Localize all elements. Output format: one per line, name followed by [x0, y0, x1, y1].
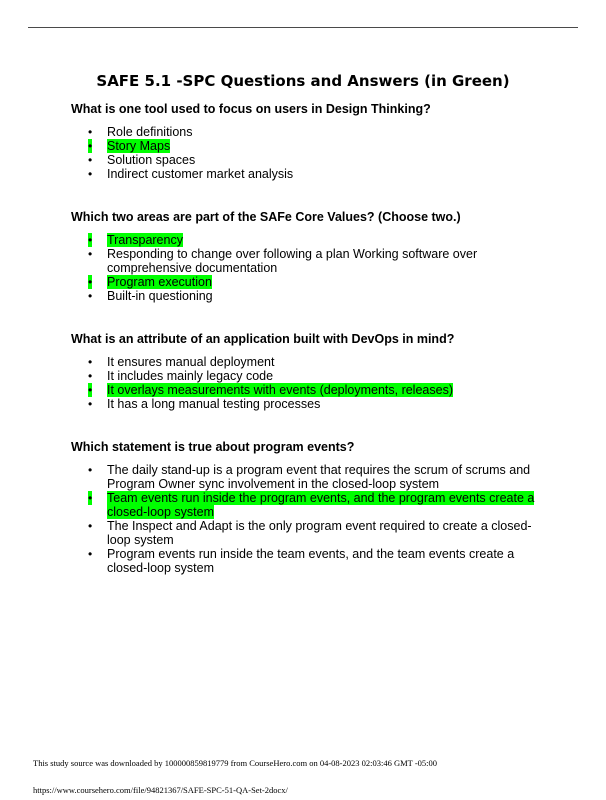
answer-text: Indirect customer market analysis: [107, 167, 294, 181]
header-rule: [28, 27, 578, 28]
answer-text: Team events run inside the program events, and the program events create a closed-loop system: [107, 491, 535, 519]
answer-option: [71, 547, 541, 575]
answer-text: Story Maps: [107, 139, 171, 153]
bullet-icon: •: [88, 125, 93, 139]
answer-option: [71, 233, 541, 247]
answer-list-2: [71, 233, 541, 303]
answer-text: It includes mainly legacy code: [107, 369, 274, 383]
answer-text: The Inspect and Adapt is the only program event required to create a closed-loop system: [107, 519, 532, 547]
answer-text: It ensures manual deployment: [107, 355, 275, 369]
answer-text: Program execution: [107, 275, 212, 289]
download-source-notice: This study source was downloaded by 100000859819779 from CourseHero.com on 04-08-2023 02:03:46 GMT -05:00: [33, 758, 438, 768]
answer-text: It overlays measurements with events (deployments, releases): [107, 383, 453, 397]
answer-text: The daily stand-up is a program event that requires the scrum of scrums and Program Owner sync involvement in the closed-loop system: [107, 463, 531, 491]
bullet-icon: •: [88, 355, 93, 369]
answer-option: [71, 491, 541, 519]
answer-option: [71, 519, 541, 547]
answer-option: [71, 153, 541, 167]
bullet-icon: •: [88, 289, 93, 303]
bullet-icon: •: [88, 139, 93, 153]
bullet-icon: •: [88, 275, 93, 289]
question-3: What is an attribute of an application built with DevOps in mind?: [71, 332, 455, 346]
question-2: Which two areas are part of the SAFe Core Values? (Choose two.): [71, 210, 461, 224]
answer-option: [71, 275, 541, 289]
bullet-icon: •: [88, 463, 93, 477]
answer-text: It has a long manual testing processes: [107, 397, 321, 411]
answer-text: Transparency: [107, 233, 183, 247]
answer-option: [71, 397, 541, 411]
bullet-icon: •: [88, 491, 93, 505]
bullet-icon: •: [88, 519, 93, 533]
answer-option: [71, 383, 541, 397]
bullet-icon: •: [88, 167, 93, 181]
answer-text: Role definitions: [107, 125, 193, 139]
bullet-icon: •: [88, 369, 93, 383]
answer-option: [71, 463, 541, 491]
answer-option: [71, 125, 541, 139]
answer-text: Program events run inside the team events, and the team events create a closed-loop system: [107, 547, 515, 575]
answer-option: [71, 247, 541, 275]
answer-option: [71, 139, 541, 153]
document-title: SAFE 5.1 -SPC Questions and Answers (in Green): [96, 72, 510, 90]
bullet-icon: •: [88, 397, 93, 411]
answer-text: Responding to change over following a plan Working software over comprehensive documentation: [107, 247, 478, 275]
answer-list-1: [71, 125, 541, 181]
bullet-icon: •: [88, 153, 93, 167]
answer-option: [71, 167, 541, 181]
source-url[interactable]: https://www.coursehero.com/file/94821367/SAFE-SPC-51-QA-Set-2docx/: [33, 785, 288, 795]
bullet-icon: •: [88, 247, 93, 261]
answer-text: Solution spaces: [107, 153, 196, 167]
answer-text: Built-in questioning: [107, 289, 213, 303]
answer-option: [71, 355, 541, 369]
bullet-icon: •: [88, 547, 93, 561]
bullet-icon: •: [88, 383, 93, 397]
question-4: Which statement is true about program events?: [71, 440, 355, 454]
question-1: What is one tool used to focus on users in Design Thinking?: [71, 102, 431, 116]
bullet-icon: •: [88, 233, 93, 247]
answer-option: [71, 369, 541, 383]
answer-list-3: [71, 355, 541, 411]
answer-option: [71, 289, 541, 303]
answer-list-4: [71, 463, 541, 575]
